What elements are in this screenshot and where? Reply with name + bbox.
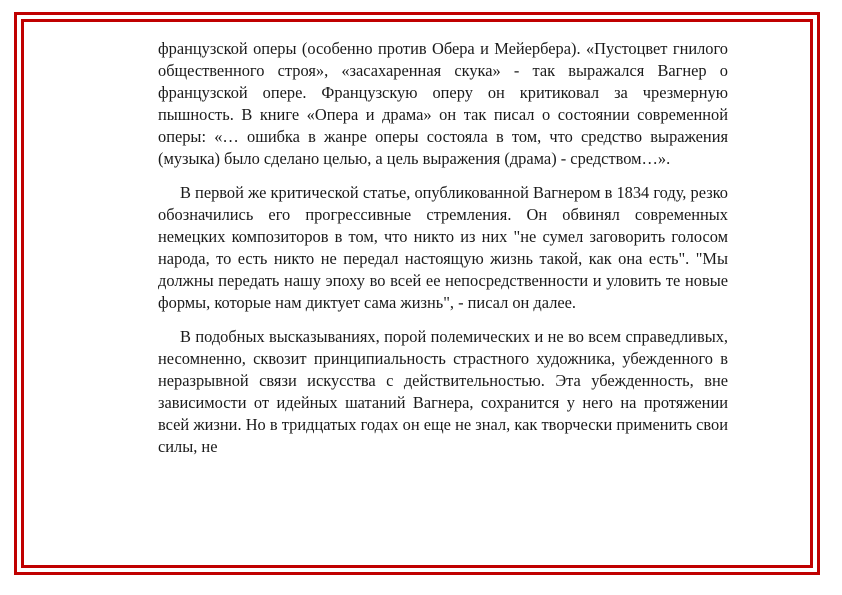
paragraph-1: французской оперы (особенно против Обера и Мейербера). «Пустоцвет гнилого общественного строя», «засахаренная скука» - так выражался Вагнер о французской опере. Французскую оперу он критиковал за чрезмерную пышность. В книге «Опера и драма» он так писал о состоянии современной оперы: «… ошибка в жанре оперы состояла в том, что средство выражения (музыка) было сделано целью, а цель выражения (драма) - средством…». xyxy=(158,39,728,168)
paragraph-3: В подобных высказываниях, порой полемических и не во всем справедливых, несомненно, сквозит принципиальность страстного художника, убежденного в неразрывной связи искусства с действительностью. Эта убежденность, вне зависимости от идейных шатаний Вагнера, сохранится у него на протяжении всей жизни. Но в тридцатых годах он еще не знал, как творчески применить свои силы, не xyxy=(158,327,728,456)
paragraph-2: В первой же критической статье, опубликованной Вагнером в 1834 году, резко обозначились его прогрессивные стремления. Он обвинял современных немецких композиторов в том, что никто из них "не сумел заговорить голосом народа, то есть никто не передал настоящую жизнь такой, как она есть". "Мы должны передать нашу эпоху во всей ее непосредственности и уловить те новые формы, которые нам диктует сама жизнь", - писал он далее. xyxy=(158,183,728,312)
document-body xyxy=(158,38,728,458)
